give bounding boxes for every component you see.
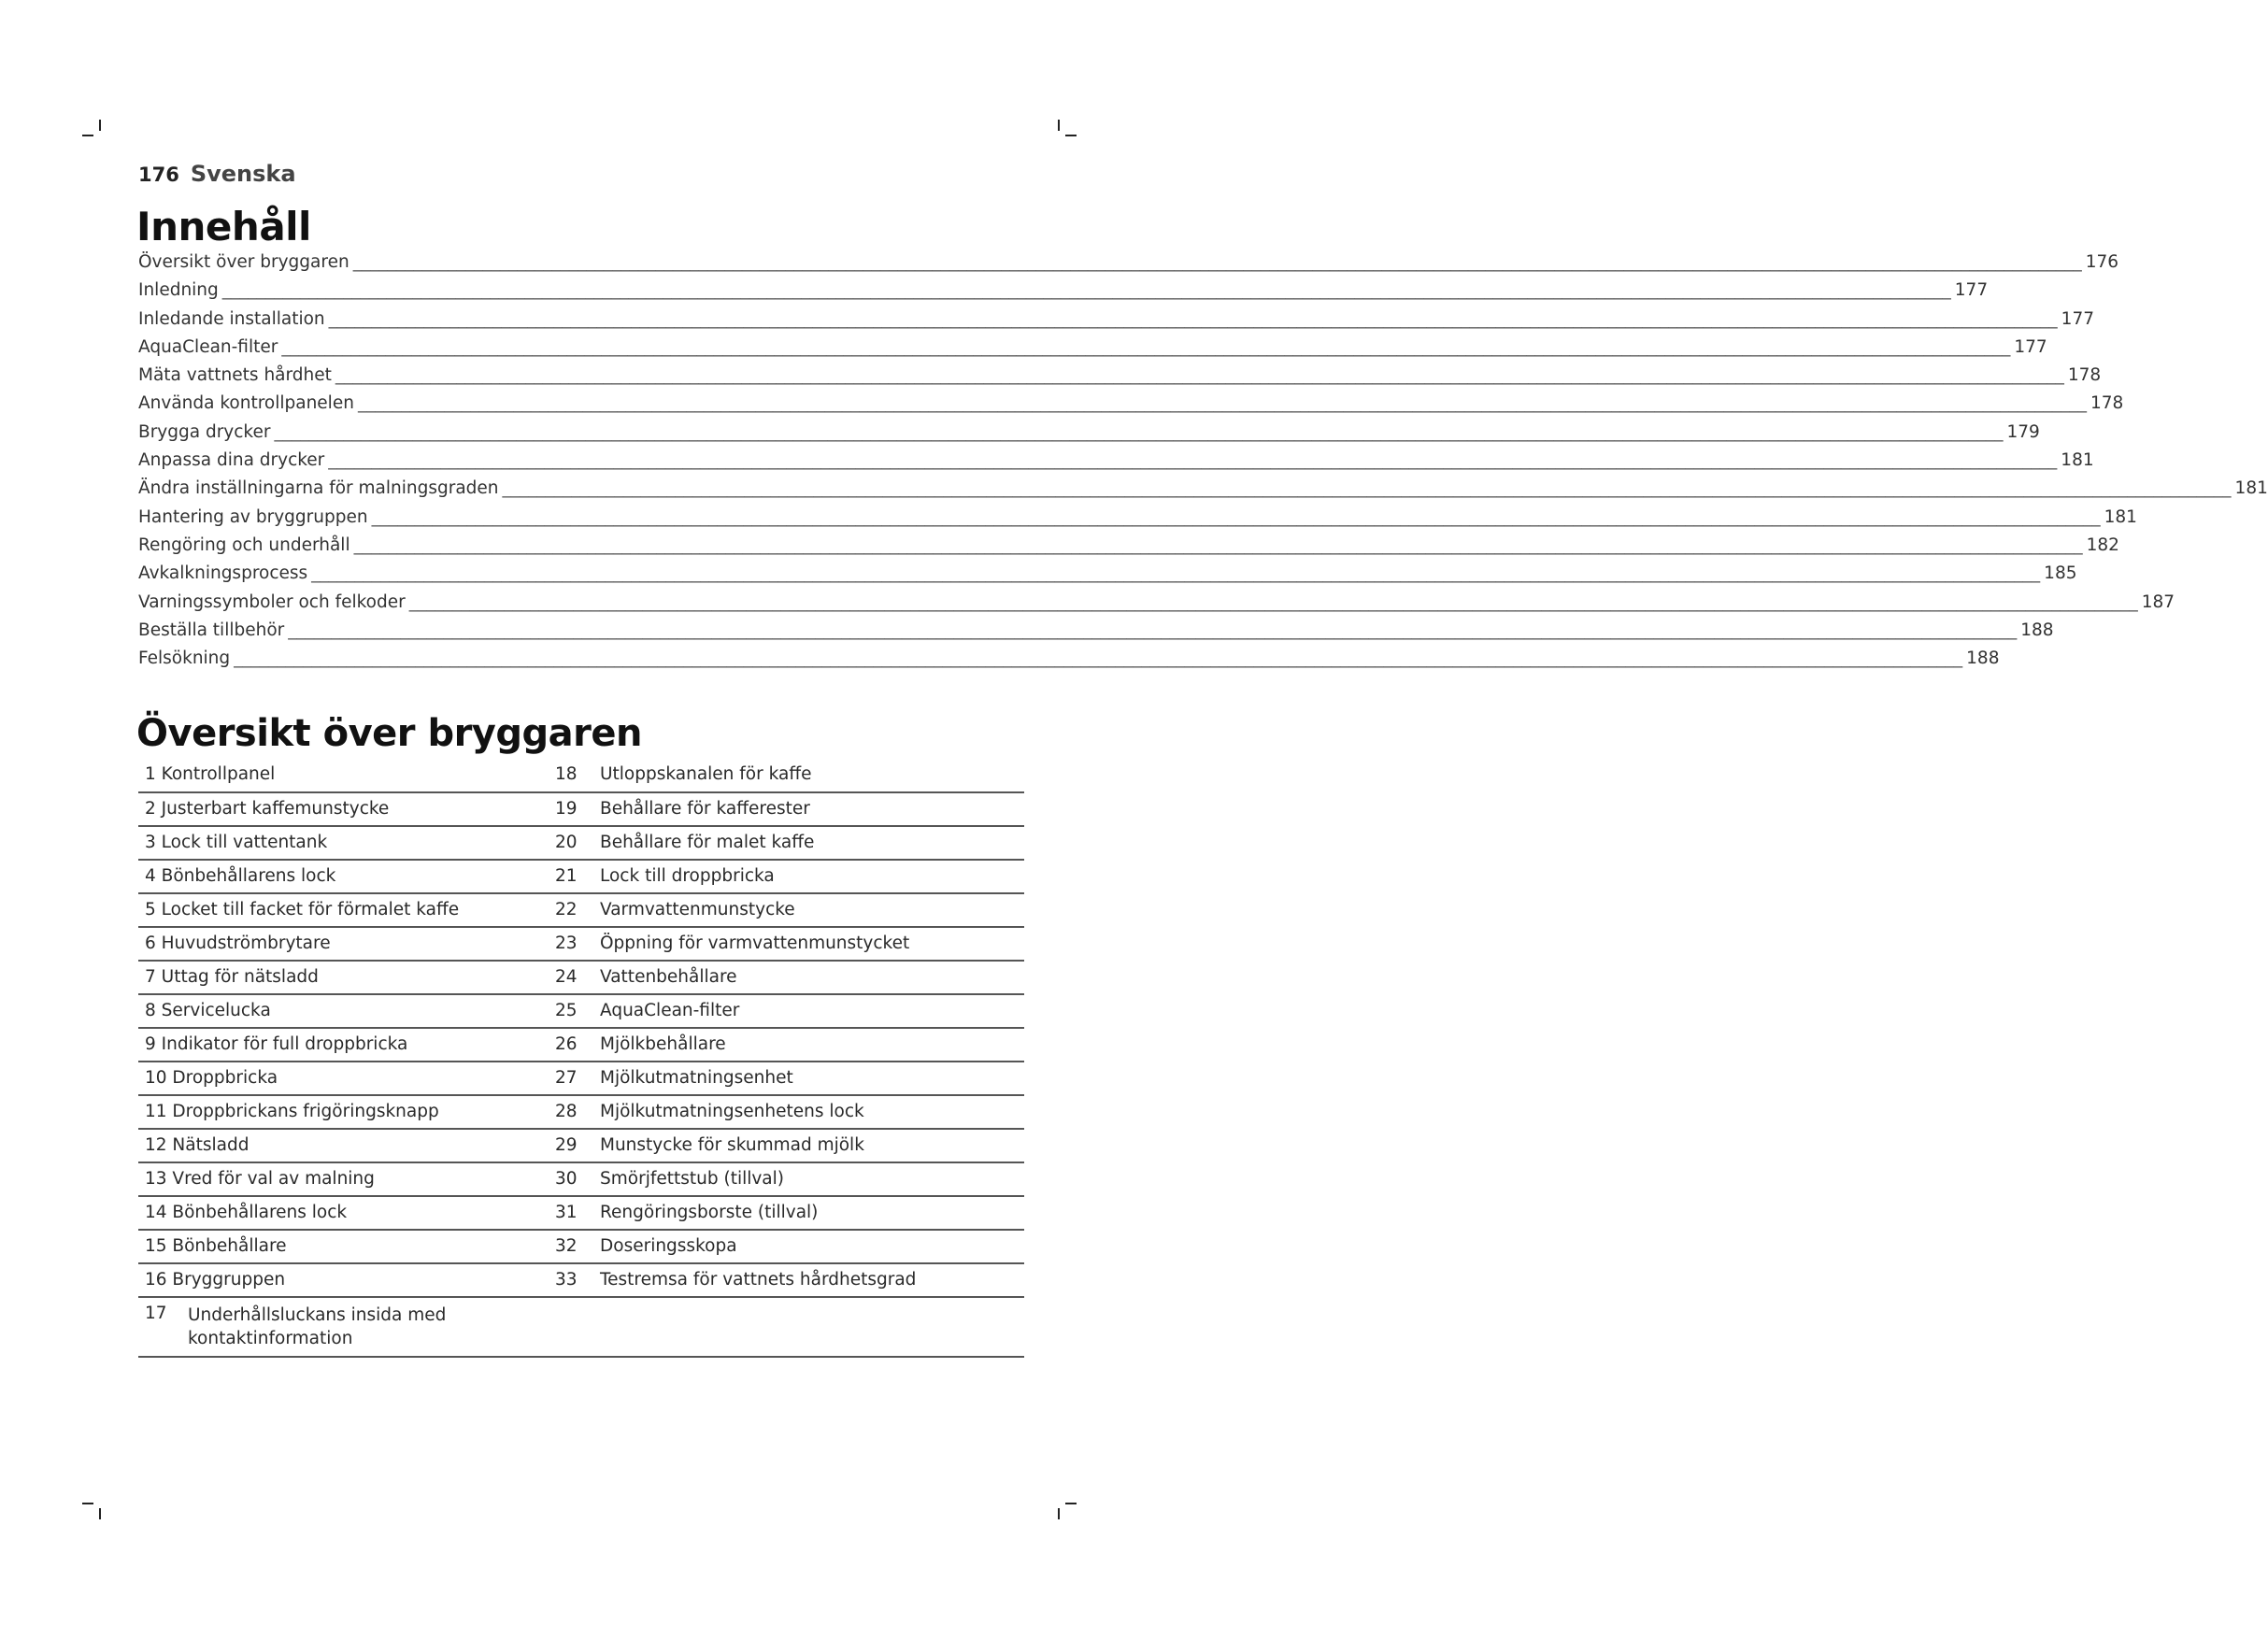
parts-row bbox=[138, 1230, 1024, 1263]
part-right: Munstycke för skummad mjölk bbox=[600, 1135, 864, 1155]
part-number: 20 bbox=[555, 833, 578, 852]
parts-row bbox=[138, 1162, 1024, 1196]
parts-row bbox=[138, 893, 1024, 927]
part-left: 5 Locket till facket för förmalet kaffe bbox=[145, 900, 460, 919]
part-left: 10 Droppbricka bbox=[145, 1068, 278, 1088]
toc-entry-label: Felsökning bbox=[138, 648, 231, 669]
toc-entry-label: Använda kontrollpanelen bbox=[138, 393, 354, 414]
part-right: Mjölkbehållare bbox=[600, 1034, 726, 1054]
toc-leader: ________________________________________________________________________________________________________________________________________________________________________________________________________ bbox=[502, 478, 2232, 499]
table-of-contents bbox=[138, 252, 2268, 677]
part-right: Testremsa för vattnets hårdhetsgrad bbox=[600, 1270, 917, 1290]
part-number: 21 bbox=[555, 866, 578, 886]
part-number: 27 bbox=[555, 1068, 578, 1088]
toc-entry[interactable] bbox=[138, 591, 2175, 620]
parts-row bbox=[138, 792, 1024, 826]
language-label: Svenska bbox=[190, 161, 296, 187]
part-number: 29 bbox=[555, 1135, 578, 1155]
part-left: 3 Lock till vattentank bbox=[145, 833, 328, 852]
toc-entry[interactable] bbox=[138, 365, 2102, 393]
toc-entry-label: Anpassa dina drycker bbox=[138, 450, 325, 471]
part-number: 18 bbox=[555, 764, 578, 784]
part-left: 14 Bönbehållarens lock bbox=[145, 1203, 348, 1222]
toc-leader: ________________________________________________________________________________________________________________________________________________________________________________________________________ bbox=[311, 563, 2041, 584]
toc-entry-label: Mäta vattnets hårdhet bbox=[138, 365, 332, 386]
parts-row bbox=[138, 826, 1024, 860]
toc-leader: ________________________________________________________________________________________________________________________________________________________________________________________________________ bbox=[234, 648, 1963, 669]
part-left: 13 Vred för val av malning bbox=[145, 1169, 375, 1189]
toc-entry-page: 178 bbox=[2067, 365, 2102, 386]
toc-entry-page: 185 bbox=[2044, 563, 2077, 584]
crop-mark-tr-v bbox=[1058, 120, 1060, 131]
part-right: Vattenbehållare bbox=[600, 967, 737, 987]
part-number: 32 bbox=[555, 1236, 578, 1256]
toc-leader: ________________________________________________________________________________________________________________________________________________________________________________________________________ bbox=[328, 308, 2058, 329]
toc-leader: ________________________________________________________________________________________________________________________________________________________________________________________________________ bbox=[328, 450, 2058, 471]
part-left: 7 Uttag för nätsladd bbox=[145, 967, 319, 987]
parts-row bbox=[138, 1028, 1024, 1062]
toc-entry-page: 181 bbox=[2104, 506, 2137, 527]
part-right: Smörjfettstub (tillval) bbox=[600, 1169, 785, 1189]
parts-row bbox=[138, 1263, 1024, 1297]
toc-entry-label: Rengöring och underhåll bbox=[138, 534, 350, 555]
toc-entry-page: 181 bbox=[2234, 478, 2268, 499]
part-number: 30 bbox=[555, 1169, 578, 1189]
toc-leader: ________________________________________________________________________________________________________________________________________________________________________________________________________ bbox=[281, 336, 2011, 357]
toc-leader: ________________________________________________________________________________________________________________________________________________________________________________________________________ bbox=[353, 534, 2083, 555]
part-right: Behållare för kafferester bbox=[600, 799, 810, 819]
parts-row-last bbox=[138, 1297, 1024, 1357]
toc-entry[interactable] bbox=[138, 336, 2047, 365]
crop-mark-bl-h bbox=[82, 1503, 93, 1504]
parts-row bbox=[138, 927, 1024, 961]
toc-entry-page: 188 bbox=[2020, 620, 2054, 640]
parts-row bbox=[138, 1129, 1024, 1162]
toc-entry-page: 179 bbox=[2006, 421, 2040, 442]
toc-entry-page: 177 bbox=[1954, 280, 1989, 301]
toc-leader: ________________________________________________________________________________________________________________________________________________________________________________________________________ bbox=[357, 393, 2087, 414]
part-left: 9 Indikator för full droppbricka bbox=[145, 1034, 408, 1054]
parts-row bbox=[138, 1196, 1024, 1230]
toc-entry-page: 187 bbox=[2141, 591, 2175, 612]
crop-mark-br-h bbox=[1065, 1503, 1077, 1504]
toc-entry-label: Avkalkningsprocess bbox=[138, 563, 308, 584]
overview-title: Översikt över bryggaren bbox=[136, 712, 642, 755]
toc-entry-label: Ändra inställningarna för malningsgraden bbox=[138, 478, 499, 499]
toc-entry[interactable] bbox=[138, 648, 2000, 677]
toc-leader: ________________________________________________________________________________________________________________________________________________________________________________________________________ bbox=[371, 506, 2101, 527]
part-left: 16 Bryggruppen bbox=[145, 1270, 286, 1290]
part-left: 12 Nätsladd bbox=[145, 1135, 250, 1155]
toc-leader: ________________________________________________________________________________________________________________________________________________________________________________________________________ bbox=[274, 421, 2004, 442]
crop-mark-tr-h bbox=[1065, 135, 1077, 136]
toc-entry[interactable] bbox=[138, 450, 2094, 478]
toc-entry[interactable] bbox=[138, 421, 2040, 450]
part-right: Öppning för varmvattenmunstycket bbox=[600, 934, 910, 953]
toc-entry-label: Hantering av bryggruppen bbox=[138, 506, 368, 527]
part-right: Behållare för malet kaffe bbox=[600, 833, 815, 852]
part-right: Rengöringsborste (tillval) bbox=[600, 1203, 819, 1222]
parts-table bbox=[138, 759, 1024, 1358]
part-text: Underhållsluckans insida med kontaktinformation bbox=[188, 1305, 447, 1348]
page-header bbox=[138, 161, 296, 187]
toc-entry-label: Översikt över bryggaren bbox=[138, 252, 349, 272]
part-right: Varmvattenmunstycke bbox=[600, 900, 795, 919]
parts-row bbox=[138, 860, 1024, 893]
part-left: 15 Bönbehållare bbox=[145, 1236, 287, 1256]
toc-entry[interactable] bbox=[138, 563, 2077, 591]
toc-leader: ________________________________________________________________________________________________________________________________________________________________________________________________________ bbox=[408, 591, 2138, 612]
toc-entry[interactable] bbox=[138, 308, 2094, 337]
crop-mark-tl-v bbox=[99, 120, 101, 131]
toc-leader: ________________________________________________________________________________________________________________________________________________________________________________________________________ bbox=[352, 252, 2082, 272]
parts-row bbox=[138, 1095, 1024, 1129]
toc-leader: ________________________________________________________________________________________________________________________________________________________________________________________________________ bbox=[288, 620, 2018, 640]
part-number: 26 bbox=[555, 1034, 578, 1054]
toc-entry[interactable] bbox=[138, 478, 2268, 506]
part-right: Mjölkutmatningsenhetens lock bbox=[600, 1102, 864, 1121]
part-right: Utloppskanalen för kaffe bbox=[600, 764, 812, 784]
page-number: 176 bbox=[138, 164, 179, 186]
toc-title: Innehåll bbox=[136, 204, 311, 249]
part-number: 31 bbox=[555, 1203, 578, 1222]
toc-entry-label: Beställa tillbehör bbox=[138, 620, 285, 640]
toc-entry-page: 177 bbox=[2014, 336, 2047, 357]
toc-entry-label: Varningssymboler och felkoder bbox=[138, 591, 406, 612]
part-number: 19 bbox=[555, 799, 578, 819]
parts-row bbox=[138, 961, 1024, 994]
toc-entry[interactable] bbox=[138, 393, 2124, 421]
part-right: Lock till droppbricka bbox=[600, 866, 775, 886]
part-number: 17 bbox=[145, 1304, 167, 1323]
toc-entry[interactable] bbox=[138, 506, 2137, 535]
part-number: 22 bbox=[555, 900, 578, 919]
part-left: 6 Huvudströmbrytare bbox=[145, 934, 331, 953]
crop-mark-br-v bbox=[1058, 1508, 1060, 1519]
parts-row bbox=[138, 994, 1024, 1028]
toc-entry-label: Inledande installation bbox=[138, 308, 325, 329]
part-left bbox=[138, 1297, 1024, 1357]
part-number: 24 bbox=[555, 967, 578, 987]
toc-entry[interactable] bbox=[138, 280, 1989, 308]
part-number: 25 bbox=[555, 1001, 578, 1020]
toc-entry-page: 181 bbox=[2061, 450, 2094, 471]
toc-entry-page: 188 bbox=[1966, 648, 2000, 669]
toc-leader: ________________________________________________________________________________________________________________________________________________________________________________________________________ bbox=[335, 365, 2064, 386]
toc-entry[interactable] bbox=[138, 252, 2118, 280]
parts-row bbox=[138, 1062, 1024, 1095]
part-left: 11 Droppbrickans frigöringsknapp bbox=[145, 1102, 439, 1121]
part-right: AquaClean-filter bbox=[600, 1001, 740, 1020]
part-left: 1 Kontrollpanel bbox=[145, 764, 276, 784]
part-right: Mjölkutmatningsenhet bbox=[600, 1068, 793, 1088]
part-number: 28 bbox=[555, 1102, 578, 1121]
toc-entry-page: 178 bbox=[2090, 393, 2124, 414]
toc-leader: ________________________________________________________________________________________________________________________________________________________________________________________________________ bbox=[221, 280, 1951, 301]
toc-entry[interactable] bbox=[138, 620, 2054, 648]
part-number: 23 bbox=[555, 934, 578, 953]
toc-entry-page: 176 bbox=[2085, 252, 2118, 272]
crop-mark-bl-v bbox=[99, 1508, 101, 1519]
toc-entry-page: 182 bbox=[2086, 534, 2119, 555]
crop-mark-tl-h bbox=[82, 135, 93, 136]
part-left: 8 Servicelucka bbox=[145, 1001, 271, 1020]
part-left: 2 Justerbart kaffemunstycke bbox=[145, 799, 390, 819]
toc-entry-page: 177 bbox=[2061, 308, 2094, 329]
parts-row bbox=[138, 759, 1024, 792]
toc-entry-label: Inledning bbox=[138, 280, 219, 301]
part-left: 4 Bönbehållarens lock bbox=[145, 866, 336, 886]
toc-entry[interactable] bbox=[138, 534, 2119, 563]
toc-entry-label: Brygga drycker bbox=[138, 421, 271, 442]
part-right: Doseringsskopa bbox=[600, 1236, 737, 1256]
toc-entry-label: AquaClean-filter bbox=[138, 336, 278, 357]
part-number: 33 bbox=[555, 1270, 578, 1290]
